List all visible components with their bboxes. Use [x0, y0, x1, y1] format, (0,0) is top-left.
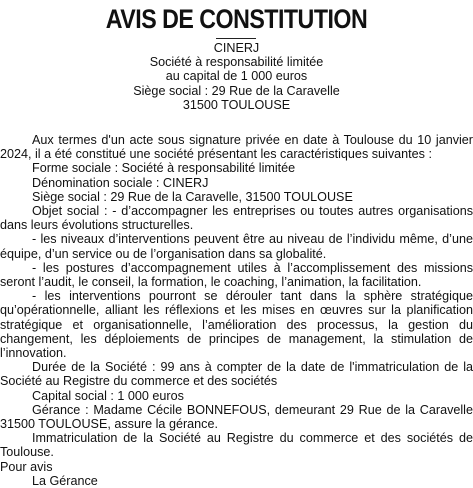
objet-paragraph-2: - les niveaux d’interventions peuvent être au niveau de l’individu même, d’une équipe, d’un service ou de l’organisation dans sa globalité. — [0, 232, 473, 261]
capital-line: Capital social : 1 000 euros — [32, 388, 184, 403]
company-form: Société à responsabilité limitée — [149, 55, 324, 70]
objet-paragraph-3: - les postures d’accompagnement utiles à l’accomplissement des missions seront l’audit, le conseil, la formation, le coaching, l’animation, la facilitation. — [0, 260, 473, 290]
duree-paragraph: Durée de la Société : 99 ans à compter de la date de l'immatriculation de la Société au Registre du commerce et des sociétés — [0, 360, 473, 389]
company-seat: Siège social : 29 Rue de la Caravelle — [133, 83, 340, 98]
notice-body — [0, 133, 473, 488]
denomination-line: Dénomination sociale : CINERJ — [32, 175, 209, 190]
title-divider — [216, 38, 256, 39]
forme-line: Forme sociale : Société à responsabilité limitée — [32, 161, 296, 176]
pour-avis-line: Pour avis — [0, 459, 53, 474]
signature-line: La Gérance — [32, 473, 98, 488]
objet-paragraph-4: - les interventions pourront se dérouler tant dans la sphère stratégique qu’opérationnelle, alliant les réflexions et les mises en œuvres sur la planification stratégique et organisationnelle, l’amélioration des processus, la gestion du changement, les déploiements de principes de management, la stimulation de l’innovation. — [0, 289, 473, 361]
siege-line: Siège social : 29 Rue de la Caravelle, 31500 TOULOUSE — [32, 189, 353, 204]
notice-title: AVIS DE CONSTITUTION — [105, 4, 368, 34]
company-capital: au capital de 1 000 euros — [165, 69, 308, 84]
company-header — [0, 41, 473, 112]
company-city: 31500 TOULOUSE — [182, 97, 291, 112]
gerance-paragraph: Gérance : Madame Cécile BONNEFOUS, demeurant 29 Rue de la Caravelle 31500 TOULOUSE, assure la gérance. — [0, 402, 473, 432]
company-name: CINERJ — [213, 41, 260, 55]
immatriculation-line: Immatriculation de la Société au Registre du commerce et des sociétés de Toulouse. — [0, 431, 473, 460]
intro-paragraph: Aux termes d'un acte sous signature privée en date à Toulouse du 10 janvier 2024, il a été constitué une société présentant les caractéristiques suivantes : — [0, 133, 473, 162]
objet-paragraph-1: Objet social : - d’accompagner les entreprises ou toutes autres organisations dans leurs évolutions structurelles. — [0, 204, 473, 233]
